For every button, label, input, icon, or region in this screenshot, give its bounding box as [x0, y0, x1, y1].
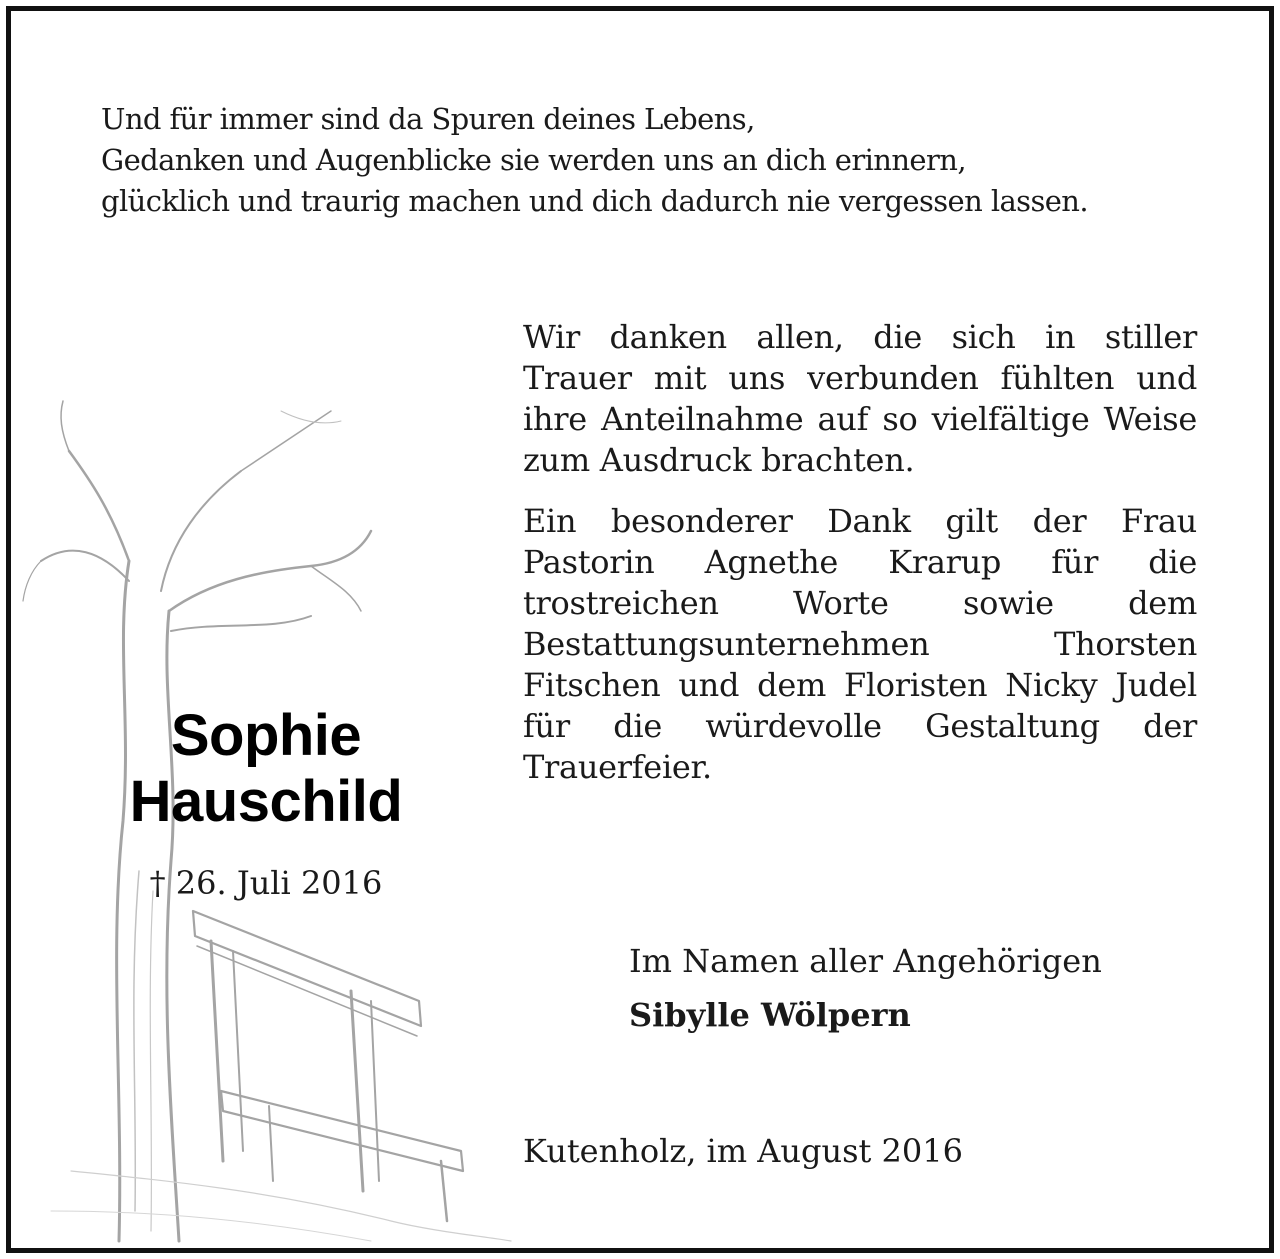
signer-name: Sibylle Wölpern — [629, 996, 911, 1034]
verse-line: Gedanken und Augenblicke sie werden uns an dich erinnern, — [101, 143, 966, 177]
verse — [101, 99, 1241, 222]
verse-line: glücklich und traurig machen und dich dadurch nie vergessen lassen. — [101, 184, 1089, 218]
last-name: Hauschild — [129, 769, 403, 834]
obituary-notice — [6, 6, 1274, 1253]
thanks-text — [523, 317, 1197, 808]
thanks-paragraph: Wir danken allen, die sich in stiller Trauer mit uns verbunden fühlten und ihre Anteilnahme auf so vielfältige Weise zum Ausdruck brachten. — [523, 318, 1197, 479]
place-date: Kutenholz, im August 2016 — [523, 1132, 963, 1170]
deceased-name — [81, 703, 451, 835]
thanks-paragraph: Ein besonderer Dank gilt der Frau Pastorin Agnethe Krarup für die trostreichen Worte sowie dem Bestattungsunternehmen Thorsten Fitschen und dem Floristen Nicky Judel für die würdevolle Gestaltung der Trauerfeier. — [523, 502, 1197, 786]
verse-line: Und für immer sind da Spuren deines Lebens, — [101, 102, 755, 136]
first-name: Sophie — [170, 703, 362, 768]
death-date: † 26. Juli 2016 — [149, 864, 383, 902]
signature-line: Im Namen aller Angehörigen — [629, 942, 1102, 980]
